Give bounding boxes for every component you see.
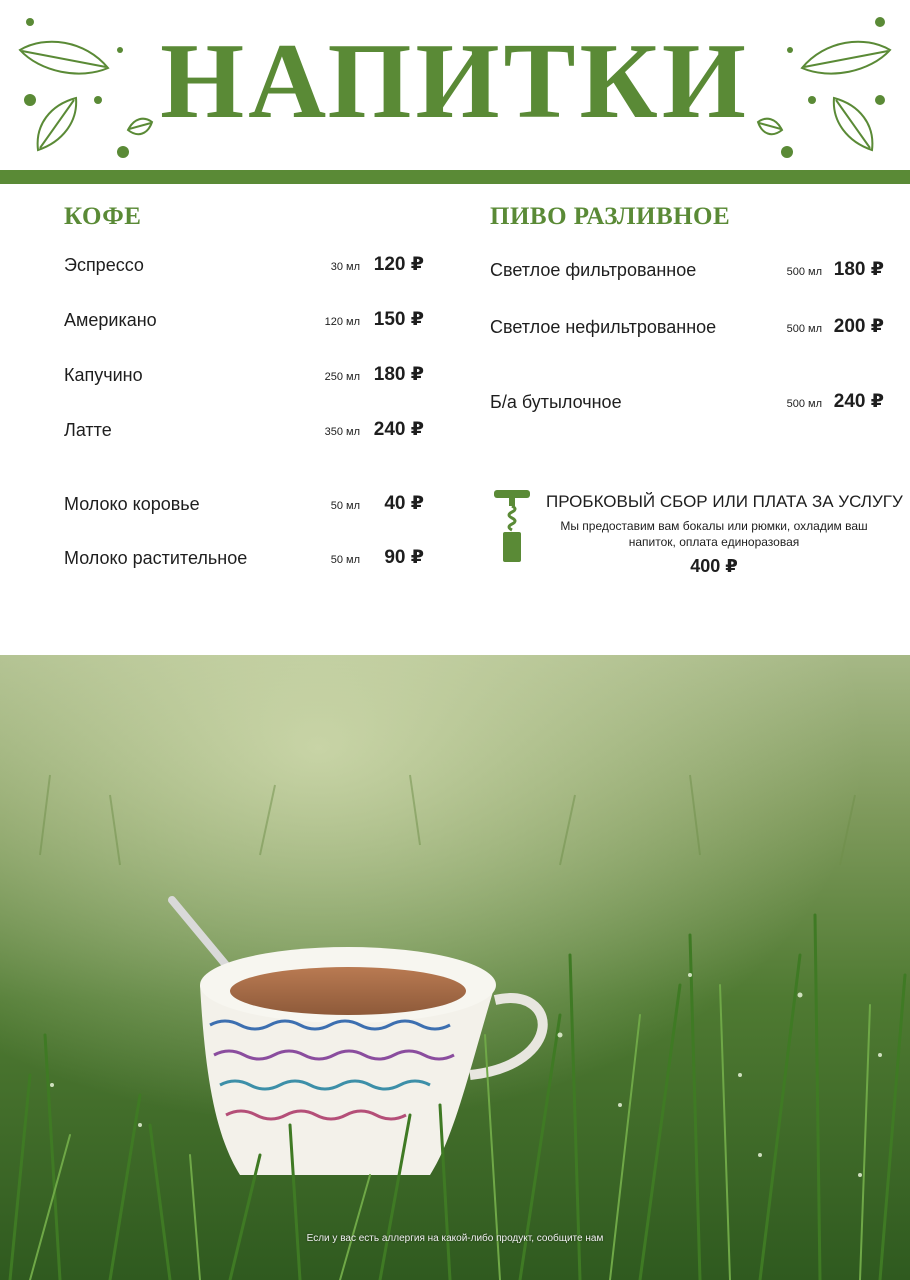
item-name: Эспрессо [64,255,144,275]
menu-header [0,0,910,170]
menu-item [64,490,426,520]
leaf-decoration-icon [750,10,900,160]
item-name: Латте [64,420,112,440]
item-price: 200 ₽ [833,316,884,337]
item-name: Б/а бутылочное [490,392,622,412]
menu-item [64,544,426,574]
item-price: 120 ₽ [373,254,424,275]
item-price: 90 ₽ [384,547,424,568]
item-name: Американо [64,310,157,330]
menu-item [64,306,426,336]
page-title: НАПИТКИ [160,22,750,141]
item-price: 240 ₽ [373,419,424,440]
item-price: 180 ₽ [373,364,424,385]
item-price: 40 ₽ [384,493,424,514]
menu-item [490,388,886,418]
item-volume: 50 мл [330,500,360,512]
item-volume: 500 мл [786,398,822,410]
item-price: 150 ₽ [373,309,424,330]
corkage-title: ПРОБКОВЫЙ СБОР ИЛИ ПЛАТА ЗА УСЛУГУ [546,492,903,511]
item-volume: 30 мл [330,261,360,273]
menu-item [64,416,426,446]
menu-item [64,251,426,281]
menu-item [490,256,886,286]
item-volume: 350 мл [324,426,360,438]
allergy-note: Если у вас есть аллергия на какой-либо продукт, сообщите нам [306,1233,604,1244]
item-volume: 500 мл [786,323,822,335]
item-volume: 120 мл [324,316,360,328]
item-volume: 500 мл [786,266,822,278]
header-divider [0,170,910,184]
grass-tea-cup-photo [0,655,910,1280]
item-price: 240 ₽ [833,391,884,412]
menu-item [64,361,426,391]
beer-section-title: ПИВО РАЗЛИВНОЕ [490,203,731,230]
corkscrew-icon [492,490,532,564]
coffee-section-title: КОФЕ [64,203,142,230]
item-name: Капучино [64,365,143,385]
menu-item [490,313,886,343]
item-price: 180 ₽ [833,259,884,280]
item-name: Светлое фильтрованное [490,260,697,280]
item-name: Светлое нефильтрованное [490,317,717,337]
item-name: Молоко растительное [64,548,248,568]
corkage-description: Мы предоставим вам бокалы или рюмки, охладим ваш напиток, оплата единоразовая [560,519,868,549]
item-volume: 50 мл [330,554,360,566]
corkage-price: 400 ₽ [690,556,738,576]
item-name: Молоко коровье [64,494,200,514]
item-volume: 250 мл [324,371,360,383]
